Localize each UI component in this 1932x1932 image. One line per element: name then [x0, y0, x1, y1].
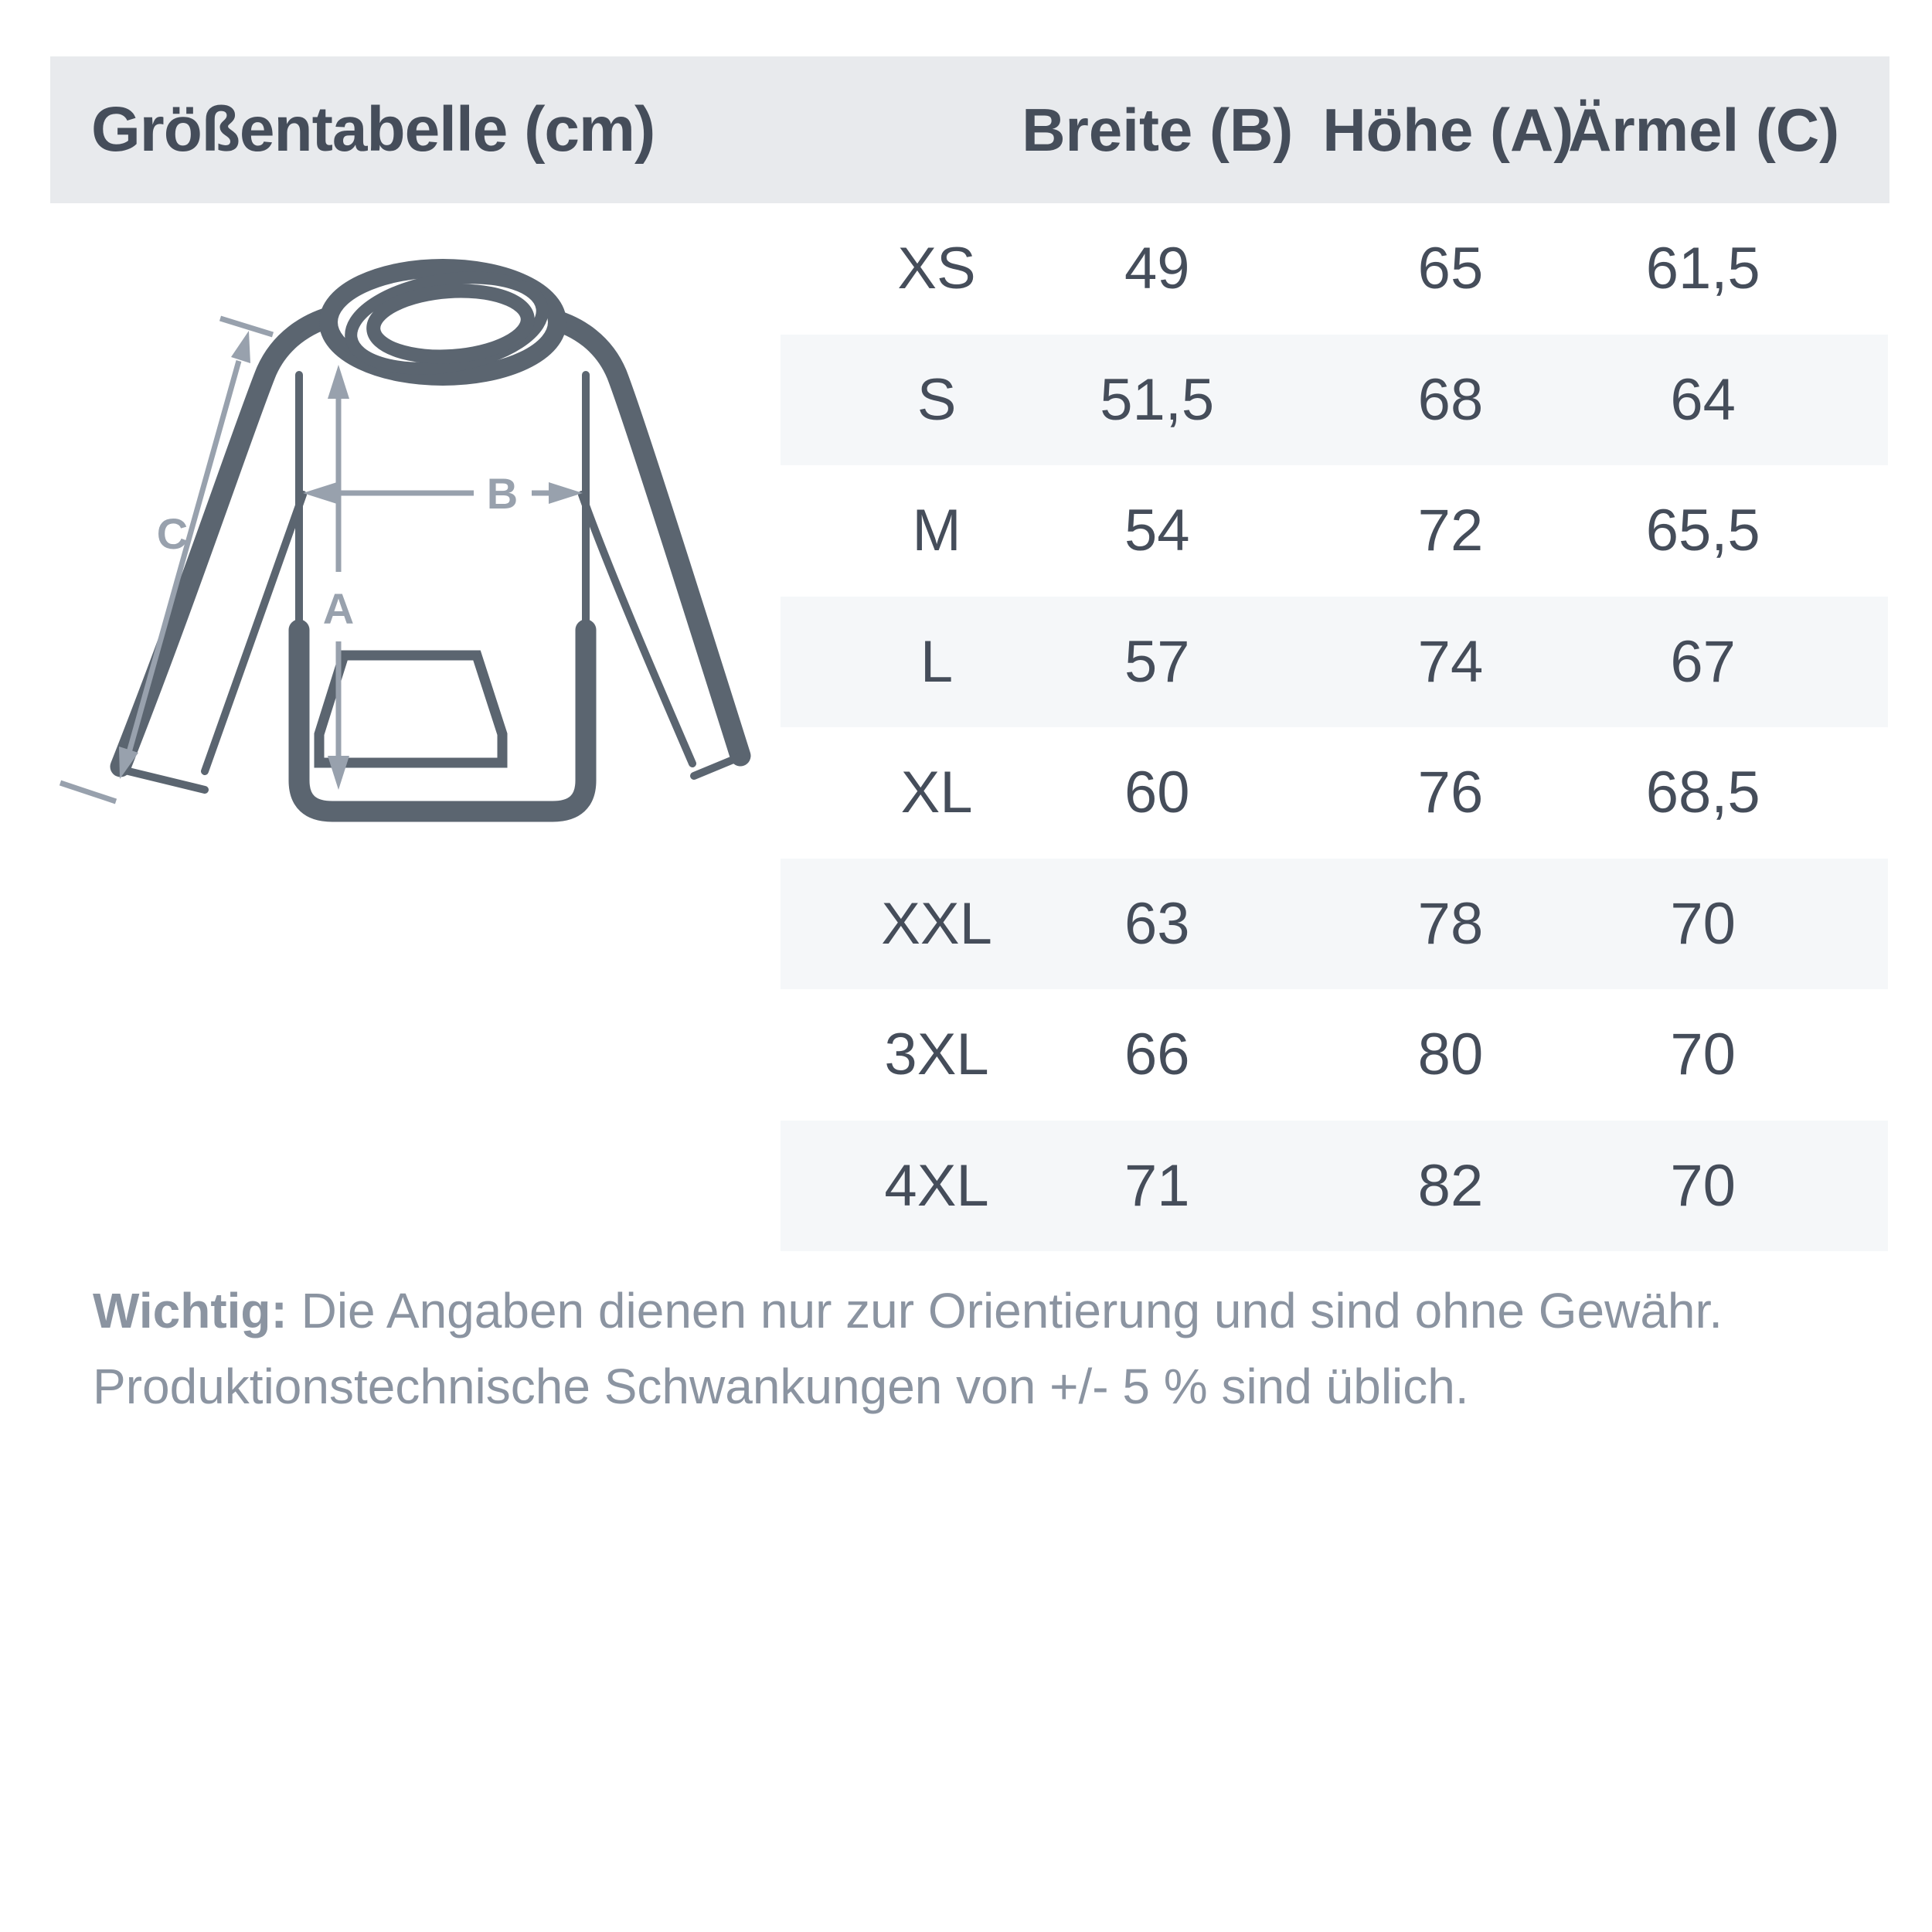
hoehe-cell: 82	[1417, 1152, 1484, 1219]
note-prefix: Wichtig:	[93, 1283, 287, 1338]
aermel-cell: 64	[1670, 366, 1736, 433]
aermel-cell: 67	[1670, 628, 1736, 695]
aermel-cell: 70	[1670, 1152, 1736, 1219]
size-table	[781, 203, 1888, 1251]
header-bar	[50, 56, 1889, 203]
hoehe-cell: 68	[1417, 366, 1484, 433]
column-header-hoehe: Höhe (A)	[1322, 95, 1574, 164]
hoodie-measurement-diagram	[46, 232, 773, 858]
aermel-cell: 65,5	[1645, 498, 1760, 563]
size-cell: 3XL	[884, 1022, 989, 1087]
dim-label-b: B	[486, 469, 519, 518]
aermel-cell: 70	[1670, 890, 1736, 957]
note-line2: Produktionstechnische Schwankungen von +/- 5 % sind üblich.	[93, 1359, 1469, 1414]
breite-cell: 49	[1124, 236, 1190, 301]
sleeve-arrow-c	[60, 318, 273, 801]
hoodie-hood-icon	[328, 265, 557, 381]
table-row	[781, 465, 1888, 597]
aermel-cell: 70	[1670, 1022, 1736, 1087]
breite-cell: 63	[1124, 890, 1190, 957]
breite-cell: 71	[1124, 1152, 1190, 1219]
breite-cell: 54	[1124, 498, 1190, 563]
size-cell: XXL	[881, 890, 992, 957]
breite-cell: 60	[1124, 760, 1190, 825]
table-row	[781, 335, 1888, 466]
hoehe-cell: 76	[1417, 760, 1484, 825]
breite-cell: 57	[1124, 628, 1190, 695]
table-row	[781, 859, 1888, 990]
column-header-breite: Breite (B)	[1022, 95, 1294, 164]
aermel-cell: 68,5	[1645, 760, 1760, 825]
size-cell: XS	[897, 236, 976, 301]
dim-label-c: C	[156, 509, 189, 558]
disclaimer-note	[93, 1273, 1855, 1424]
size-cell: XL	[900, 760, 973, 825]
table-row	[781, 727, 1888, 859]
hoodie-sleeves-icon	[121, 315, 740, 790]
breite-cell: 51,5	[1100, 366, 1215, 433]
size-cell: S	[917, 366, 957, 433]
hoehe-cell: 72	[1417, 498, 1484, 563]
hoodie-pocket-icon	[319, 655, 502, 763]
aermel-cell: 61,5	[1645, 236, 1760, 301]
note-line1: Die Angaben dienen nur zur Orientierung und sind ohne Gewähr.	[301, 1283, 1723, 1338]
table-row	[781, 597, 1888, 728]
table-row	[781, 1121, 1888, 1252]
page-title: Größentabelle (cm)	[91, 94, 655, 165]
hoehe-cell: 80	[1417, 1022, 1484, 1087]
hoehe-cell: 65	[1417, 236, 1484, 301]
table-row	[781, 989, 1888, 1121]
dim-label-a: A	[322, 584, 355, 633]
size-cell: 4XL	[884, 1152, 989, 1219]
size-cell: L	[920, 628, 954, 695]
column-header-aermel: Ärmel (C)	[1568, 95, 1840, 164]
hoehe-cell: 74	[1417, 628, 1484, 695]
hoehe-cell: 78	[1417, 890, 1484, 957]
breite-cell: 66	[1124, 1022, 1190, 1087]
size-cell: M	[912, 498, 961, 563]
width-arrow-b	[303, 469, 583, 518]
table-row	[781, 203, 1888, 335]
